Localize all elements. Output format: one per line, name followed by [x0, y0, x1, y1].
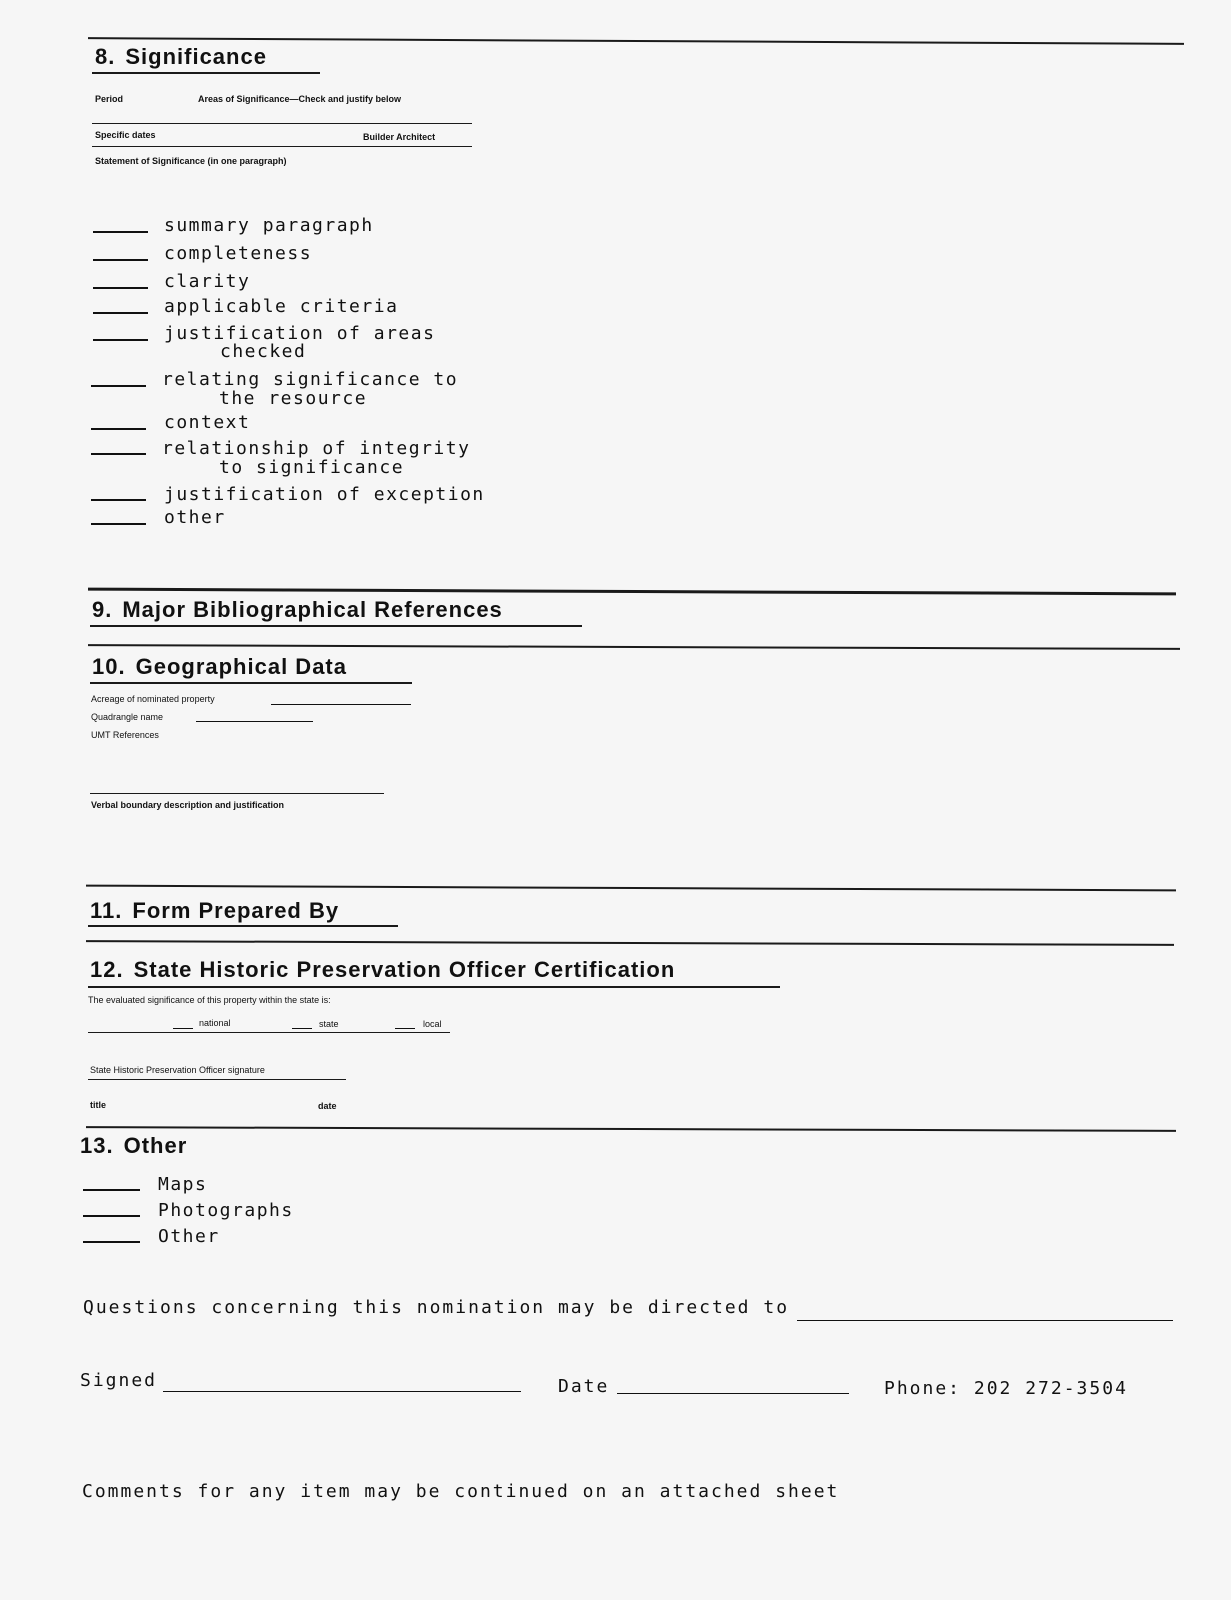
- footer-date-blank[interactable]: [617, 1393, 849, 1394]
- comments-text: Comments for any item may be continued on an attached sheet: [82, 1481, 840, 1502]
- section-8-title: Significance: [125, 44, 267, 69]
- checklist-item: completeness: [164, 243, 313, 264]
- checklist-blank[interactable]: [93, 339, 148, 341]
- section-12-title: State Historic Preservation Officer Certification: [133, 957, 676, 982]
- section-13-title: Other: [123, 1133, 188, 1158]
- checklist-item: other: [164, 507, 226, 528]
- evaluated-significance-label: The evaluated significance of this property within the state is:: [88, 995, 331, 1005]
- builder-architect-label: Builder Architect: [363, 132, 436, 142]
- signed-blank[interactable]: [163, 1391, 521, 1392]
- section-12-heading: [90, 957, 675, 983]
- section-11-number: 11.: [90, 898, 123, 923]
- checklist-blank[interactable]: [91, 453, 146, 455]
- dates-rule: [92, 146, 472, 147]
- shpo-signature-label: State Historic Preservation Officer signature: [90, 1065, 265, 1075]
- section-divider: [86, 940, 1174, 946]
- section-11-title: Form Prepared By: [132, 898, 340, 923]
- specific-dates-label: Specific dates: [95, 130, 156, 140]
- section-10-title: Geographical Data: [135, 654, 347, 679]
- other-item: Other: [158, 1226, 220, 1247]
- checklist-item-continuation: checked: [220, 341, 307, 362]
- section-13-number: 13.: [80, 1133, 114, 1158]
- checklist-blank[interactable]: [93, 259, 148, 261]
- statement-label: Statement of Significance (in one paragraph): [95, 156, 287, 166]
- checklist-blank[interactable]: [91, 428, 146, 430]
- checklist-item: summary paragraph: [164, 215, 374, 236]
- local-option: local: [423, 1019, 442, 1029]
- section-8-heading: [95, 44, 267, 70]
- section-10-heading: [92, 654, 347, 680]
- section-divider: [88, 644, 1180, 650]
- period-rule: [92, 123, 472, 124]
- other-blank[interactable]: [83, 1215, 140, 1217]
- acreage-label: Acreage of nominated property: [91, 694, 215, 704]
- checklist-item-continuation: the resource: [219, 388, 368, 409]
- checklist-item: justification of exception: [164, 484, 485, 505]
- utm-label: UMT References: [91, 730, 159, 740]
- checklist-blank[interactable]: [93, 231, 148, 233]
- other-item: Maps: [158, 1174, 208, 1195]
- verbal-boundary-label: Verbal boundary description and justification: [91, 800, 285, 810]
- phone-text: Phone: 202 272-3504: [884, 1378, 1128, 1399]
- other-blank[interactable]: [83, 1241, 140, 1243]
- section-10-number: 10.: [92, 654, 126, 679]
- verbal-boundary-rule: [90, 793, 384, 794]
- questions-blank[interactable]: [797, 1320, 1173, 1321]
- local-blank[interactable]: [395, 1028, 415, 1029]
- section-divider: [86, 885, 1176, 892]
- significance-rule: [88, 1032, 450, 1033]
- quadrangle-label: Quadrangle name: [91, 712, 164, 722]
- checklist-item: relationship of integrity: [162, 438, 471, 459]
- checklist-item: applicable criteria: [164, 296, 399, 317]
- areas-of-significance-label: Areas of Significance—Check and justify below: [198, 94, 402, 104]
- section-11-heading: [90, 898, 339, 924]
- section-9-title: Major Bibliographical References: [122, 597, 503, 622]
- section-9-underline: [90, 625, 582, 627]
- checklist-blank[interactable]: [91, 499, 146, 501]
- checklist-blank[interactable]: [93, 287, 148, 289]
- checklist-item: justification of areas: [164, 323, 436, 344]
- national-option: national: [199, 1018, 231, 1028]
- period-label: Period: [95, 94, 124, 104]
- other-item: Photographs: [158, 1200, 294, 1221]
- acreage-blank[interactable]: [271, 704, 411, 705]
- section-11-underline: [88, 925, 398, 927]
- national-blank[interactable]: [173, 1028, 193, 1029]
- section-10-underline: [90, 682, 412, 684]
- section-12-number: 12.: [90, 957, 124, 982]
- checklist-item: relating significance to: [162, 369, 459, 390]
- section-9-heading: [92, 597, 503, 623]
- section-8-underline: [92, 72, 320, 74]
- section-divider: [86, 1126, 1176, 1132]
- section-12-underline: [88, 986, 780, 988]
- questions-text: Questions concerning this nomination may be directed to: [83, 1297, 790, 1318]
- section-9-number: 9.: [92, 597, 113, 622]
- state-blank[interactable]: [292, 1028, 312, 1029]
- date-label: date: [318, 1101, 337, 1111]
- section-divider: [88, 588, 1176, 596]
- checklist-blank[interactable]: [93, 312, 148, 314]
- signed-label: Signed: [80, 1370, 158, 1391]
- other-blank[interactable]: [83, 1189, 140, 1191]
- title-label: title: [90, 1100, 107, 1110]
- checklist-item: clarity: [164, 271, 251, 292]
- checklist-item-continuation: to significance: [219, 457, 405, 478]
- checklist-blank[interactable]: [91, 523, 146, 525]
- checklist-blank[interactable]: [91, 385, 146, 387]
- state-option: state: [319, 1019, 339, 1029]
- signature-rule: [88, 1079, 346, 1080]
- section-8-number: 8.: [95, 44, 116, 69]
- quadrangle-blank[interactable]: [196, 721, 313, 722]
- checklist-item: context: [164, 412, 251, 433]
- footer-date-label: Date: [558, 1376, 610, 1397]
- section-13-heading: [80, 1133, 187, 1159]
